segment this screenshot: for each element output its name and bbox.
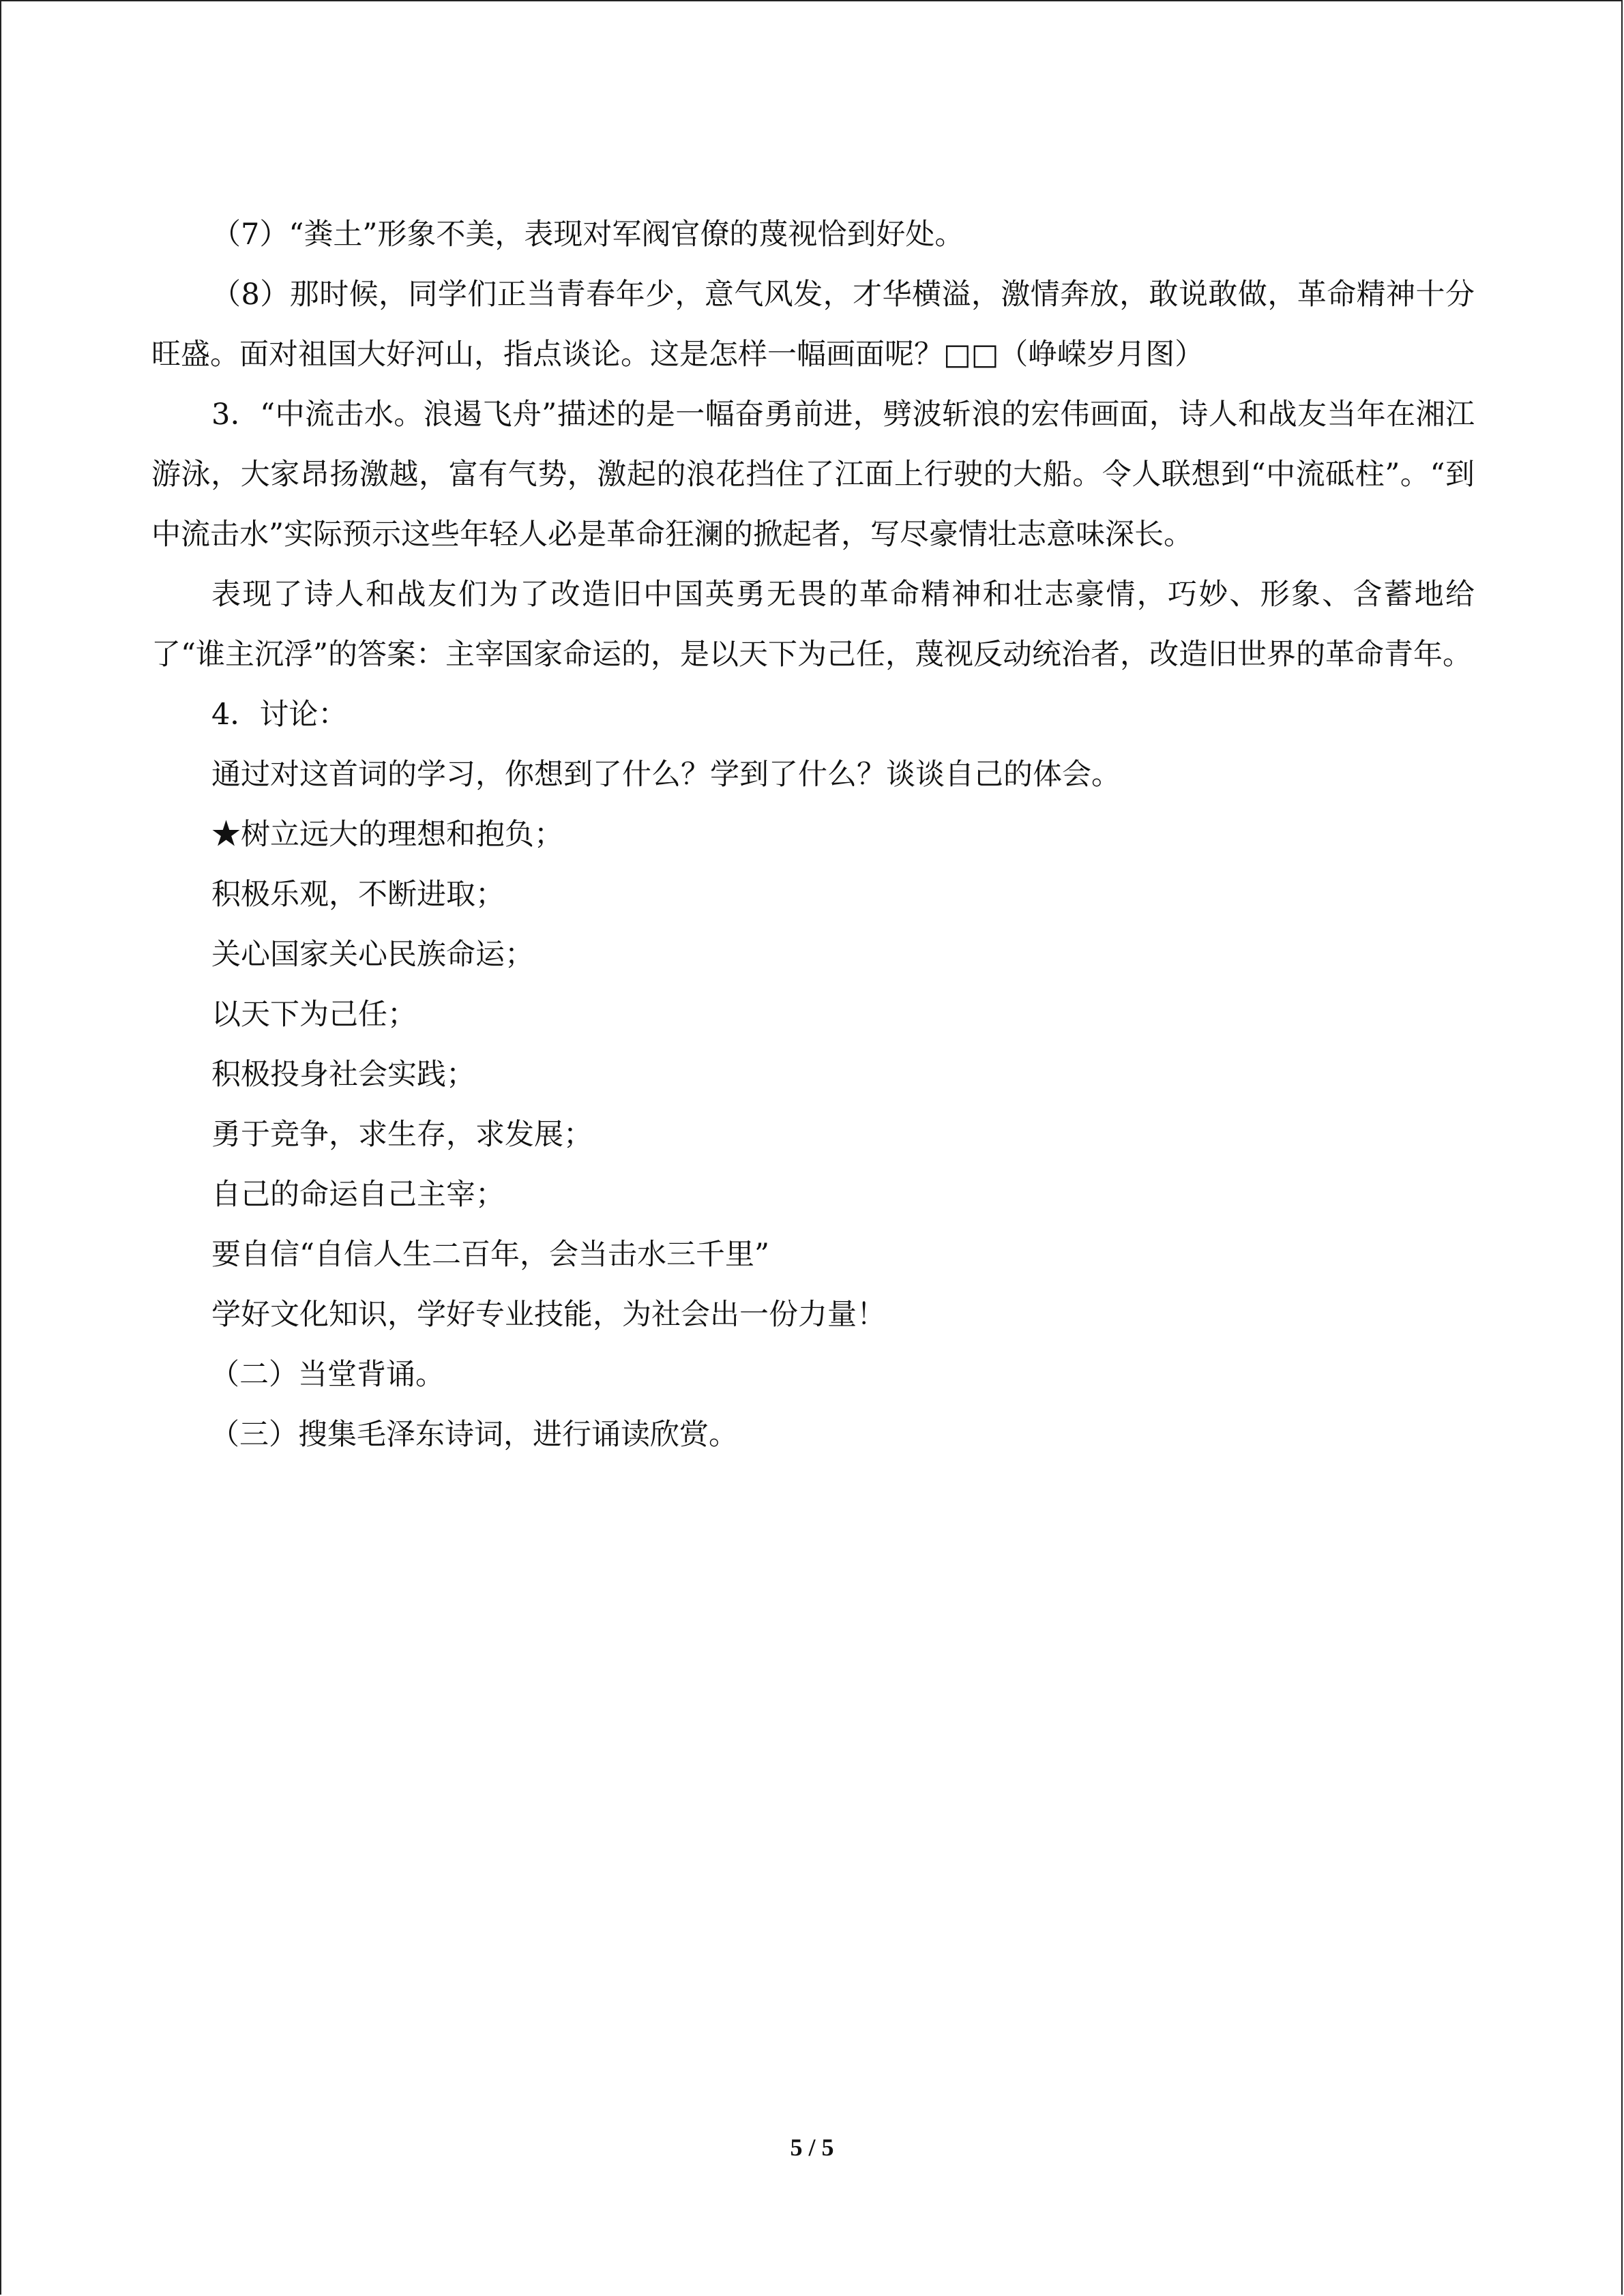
list-item: 要自信“自信人生二百年，会当击水三千里” [211, 1238, 769, 1272]
list-item: 学好文化知识，学好专业技能，为社会出一份力量！ [211, 1298, 886, 1332]
list-item: ★树立远大的理想和抱负； [211, 818, 563, 852]
list-item: 自己的命运自己主宰； [211, 1178, 505, 1212]
closing-item-collect-poems: （三）搜集毛泽东诗词，进行诵读欣赏。 [210, 1418, 738, 1452]
paragraph-discussion-question: 通过对这首词的学习，你想到了什么？学到了什么？谈谈自己的体会。 [211, 758, 1121, 792]
closing-item-recite: （二）当堂背诵。 [210, 1358, 445, 1392]
page-number: 5 / 5 [790, 2134, 834, 2161]
list-item: 关心国家关心民族命运； [211, 938, 534, 972]
list-item: 以天下为己任； [211, 998, 417, 1032]
list-item: 勇于竞争，求生存，求发展； [211, 1118, 593, 1152]
takeaways-list [151, 805, 1475, 1345]
closing-steps [151, 1345, 1475, 1465]
paragraph-item-7: （7）“粪土”形象不美，表现对军阀官僚的蔑视恰到好处。 [211, 218, 964, 252]
document-body [151, 205, 1475, 1465]
paragraph-section-4-heading: 4．讨论： [211, 698, 348, 732]
paragraph-item-8: （8）那时候，同学们正当青春年少，意气风发，才华横溢，激情奔放，敢说敢做，革命精神十分旺盛。面对祖国大好河山，指点谈论。这是怎样一幅画面呢？□□（峥嵘岁月图） [151, 278, 1475, 372]
list-item: 积极投身社会实践； [211, 1058, 475, 1092]
paragraph-section-3: 3．“中流击水。浪遏飞舟”描述的是一幅奋勇前进，劈波斩浪的宏伟画面，诗人和战友当年在湘江游泳，大家昂扬激越，富有气势，激起的浪花挡住了江面上行驶的大船。令人联想到“中流砥柱”。“到中流击水”实际预示这些年轻人必是革命狂澜的掀起者，写尽豪情壮志意味深长。 [151, 398, 1475, 552]
list-item: 积极乐观，不断进取； [211, 878, 505, 912]
paragraph-summary: 表现了诗人和战友们为了改造旧中国英勇无畏的革命精神和壮志豪情，巧妙、形象、含蓄地给了“谁主沉浮”的答案：主宰国家命运的，是以天下为己任，蔑视反动统治者，改造旧世界的革命青年。 [151, 578, 1475, 672]
